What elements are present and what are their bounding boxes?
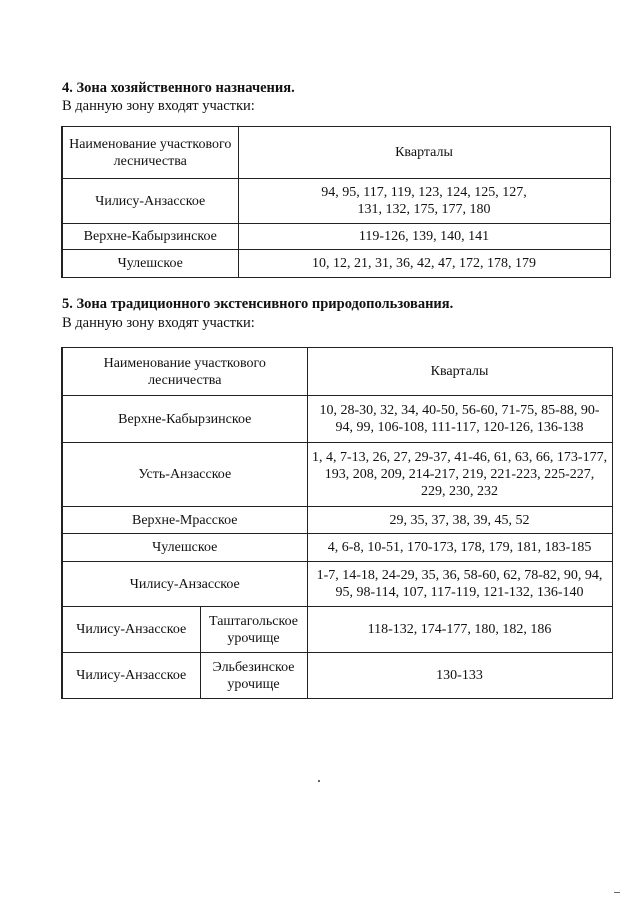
section4-heading: 4. Зона хозяйственного назначения.: [62, 80, 295, 96]
table-row: [62, 507, 612, 534]
section5-intro: В данную зону входят участки:: [62, 315, 255, 331]
table-header-row: [62, 127, 610, 179]
table-row: [62, 534, 612, 562]
quarters-value: 130-133: [307, 653, 612, 699]
table-row: [62, 562, 612, 607]
scan-speck: [614, 892, 620, 893]
table-header-row: [62, 348, 612, 396]
quarters-value: 1-7, 14-18, 24-29, 35, 36, 58-60, 62, 78-82, 90, 94, 95, 98-114, 107, 117-119, 121-132, 136-140: [307, 562, 612, 607]
forestry-name: Чилису-Анзасское: [62, 653, 200, 699]
forestry-name: Верхне-Кабырзинское: [62, 224, 238, 250]
scan-speck: [318, 780, 320, 782]
header-name-cell: Наименование участкового лесничества: [62, 127, 238, 179]
quarters-value: 4, 6-8, 10-51, 170-173, 178, 179, 181, 183-185: [307, 534, 612, 562]
forestry-name: Усть-Анзасское: [62, 443, 307, 507]
table-row: [62, 179, 610, 224]
tract-name: Эльбезинское урочище: [200, 653, 307, 699]
forestry-name: Чулешское: [62, 250, 238, 278]
forestry-name: Чилису-Анзасское: [62, 179, 238, 224]
table-row: [62, 250, 610, 278]
section5-table: [61, 347, 613, 699]
quarters-value: 119-126, 139, 140, 141: [238, 224, 610, 250]
table-row: [62, 653, 612, 699]
table-row: [62, 396, 612, 443]
quarters-value: 118-132, 174-177, 180, 182, 186: [307, 607, 612, 653]
header-name-cell: Наименование участкового лесничества: [62, 348, 307, 396]
forestry-name: Верхне-Кабырзинское: [62, 396, 307, 443]
quarters-value: 10, 28-30, 32, 34, 40-50, 56-60, 71-75, 85-88, 90-94, 99, 106-108, 111-117, 120-126, 136-138: [307, 396, 612, 443]
quarters-value: 94, 95, 117, 119, 123, 124, 125, 127, 131, 132, 175, 177, 180: [238, 179, 610, 224]
section4-table: [61, 126, 611, 278]
quarters-value: 1, 4, 7-13, 26, 27, 29-37, 41-46, 61, 63, 66, 173-177, 193, 208, 209, 214-217, 219, 221-223, 225-227, 229, 230, 232: [307, 443, 612, 507]
section5-heading: 5. Зона традиционного экстенсивного природопользования.: [62, 296, 454, 312]
quarters-value: 29, 35, 37, 38, 39, 45, 52: [307, 507, 612, 534]
header-quarters-cell: Кварталы: [238, 127, 610, 179]
table-row: [62, 443, 612, 507]
section4-intro: В данную зону входят участки:: [62, 98, 255, 114]
header-quarters-cell: Кварталы: [307, 348, 612, 396]
table-row: [62, 607, 612, 653]
forestry-name: Чилису-Анзасское: [62, 607, 200, 653]
tract-name: Таштагольское урочище: [200, 607, 307, 653]
forestry-name: Верхне-Мрасское: [62, 507, 307, 534]
forestry-name: Чулешское: [62, 534, 307, 562]
quarters-value: 10, 12, 21, 31, 36, 42, 47, 172, 178, 179: [238, 250, 610, 278]
table-row: [62, 224, 610, 250]
forestry-name: Чилису-Анзасское: [62, 562, 307, 607]
